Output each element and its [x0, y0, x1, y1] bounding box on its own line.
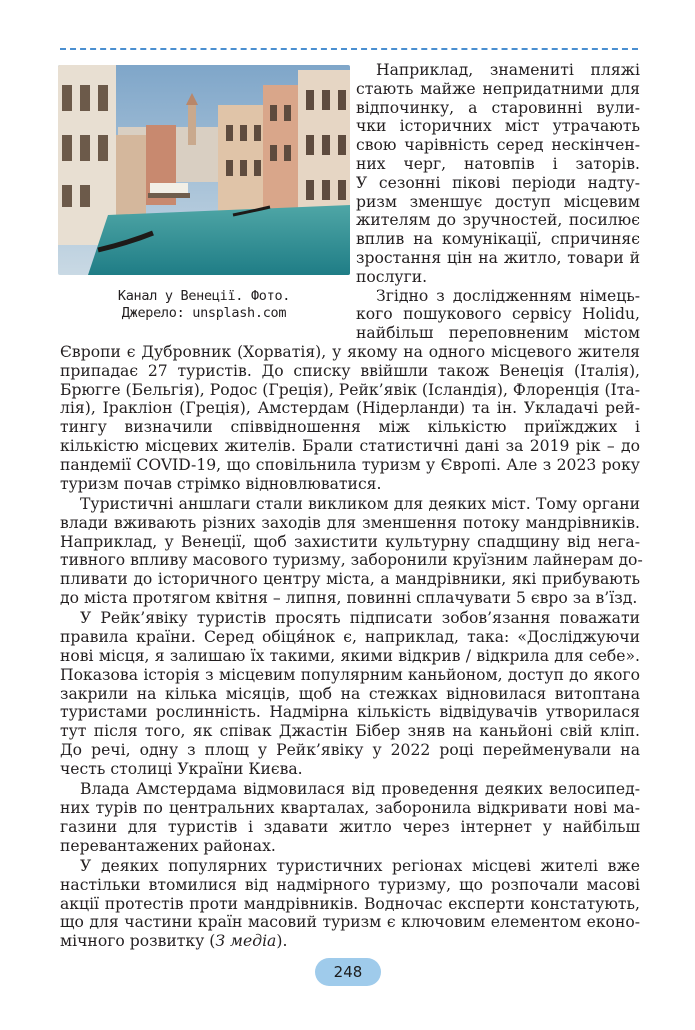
- text-line: відпочинку, а старовинні вули-: [356, 98, 640, 117]
- text-line: правила країни. Серед обіця́нок є, наприклад, така: «Досліджуючи: [60, 628, 640, 647]
- text-line: настільки втомилися від надмірного туризму, що розпочали масові: [60, 875, 640, 894]
- text-run: ).: [276, 932, 288, 951]
- text-line: У сезонні пікові періоди надту-: [356, 173, 640, 192]
- text-line: послуги.: [356, 267, 428, 286]
- text-line: до міста протягом квітня – липня, повинні сплачувати 5 євро за в’їзд.: [60, 588, 638, 607]
- text-line: Згідно з дослідженням німець-: [376, 286, 640, 305]
- text-line: Брюгге (Бельгія), Родос (Греція), Рейк’явік (Ісландія), Флоренція (Іта-: [60, 380, 640, 399]
- text-line: Європи є Дубровник (Хорватія), у якому на одного місцевого жителя: [60, 342, 640, 361]
- text-line: них черг, натовпів і заторів.: [356, 155, 640, 173]
- text-line: У деяких популярних туристичних регіонах місцеві жителі вже: [80, 857, 640, 875]
- venice-canal-photo: [58, 65, 350, 275]
- text-line: перевантажених районах.: [60, 836, 276, 855]
- text-line: пандемії COVID-19, що сповільнила туризм у Європі. Але з 2023 року: [60, 455, 640, 474]
- text-line: Наприклад, у Венеції, щоб захистити культурну спадщину від нега-: [60, 532, 640, 551]
- text-line: [60, 931, 640, 951]
- text-line: лія), Іракліон (Греція), Амстердам (Нідерланди) та ін. Укладачі рей-: [60, 399, 640, 418]
- text-line: Наприклад, знамениті пляжі: [376, 61, 640, 79]
- text-line: вплив на комунікації, спричиняє: [356, 230, 640, 249]
- caption-line: Джерело: unsplash.com: [121, 305, 287, 321]
- media-reference: З медіа: [215, 932, 277, 951]
- text-line: Туристичні аншлаги стали викликом для деяких міст. Тому органи: [80, 494, 640, 513]
- text-line: акції протестів проти мандрівників. Водночас експерти констатують,: [60, 894, 640, 913]
- text-line: жителям до зручностей, посилює: [356, 211, 640, 230]
- text-line: туризм почав стрімко відновлюватися.: [60, 474, 382, 493]
- text-line: тингу визначили співвідношення між кількістю приїжджих і: [60, 418, 640, 437]
- photo-caption: [58, 288, 350, 322]
- text-line: найбільш переповненим містом: [356, 324, 640, 343]
- text-line: Показова історія з місцевим популярним каньйоном, доступ до якого: [60, 665, 640, 684]
- text-line: тивного впливу масового туризму, заборонили круїзним лайнерам до-: [60, 551, 643, 570]
- text-line: закрили на кілька місяців, щоб на стежках відновилася витоптана: [60, 684, 640, 703]
- text-run: мічного розвитку (: [60, 932, 216, 951]
- text-line: влади вживають різних заходів для зменшення потоку мандрівників.: [60, 513, 640, 532]
- text-line: До речі, одну з площ у Рейк’явіку у 2022 році перейменували на: [60, 740, 640, 759]
- text-line: пливати до історичного центру міста, а мандрівники, які прибувають: [60, 570, 640, 589]
- text-line: туристами рослинність. Надмірна кількість відвідувачів утворилася: [60, 703, 640, 722]
- top-dashed-rule: [60, 48, 638, 50]
- text-line: зростання цін на житло, товари й: [356, 248, 640, 267]
- text-line: нові місця, я залишаю їх такими, якими відкрив / відкрила для себе».: [60, 647, 640, 665]
- text-line: У Рейк’явіку туристів просять підписати зобов’язання поважати: [80, 609, 640, 628]
- page-number: 248: [315, 958, 381, 986]
- text-line: припадає 27 туристів. До списку ввійшли також Венеція (Італія),: [60, 361, 640, 380]
- text-line: кількістю місцевих жителів. Брали статистичні дані за 2019 рік – до: [60, 436, 640, 455]
- text-line: стають майже непридатними для: [356, 79, 640, 98]
- text-line: свою чарівність серед нескінчен-: [356, 136, 640, 155]
- text-line: чки історичних міст утрачають: [356, 117, 640, 136]
- caption-line: Канал у Венеції. Фото.: [117, 288, 291, 304]
- text-line: Влада Амстердама відмовилася від проведення деяких велосипед-: [80, 780, 640, 799]
- text-line: тут після того, як співак Джастін Бібер зняв на каньйоні свій кліп.: [60, 722, 640, 741]
- text-line: них турів по центральних кварталах, заборонила відкривати нові ма-: [60, 799, 640, 817]
- text-line: газини для туристів і здавати житло через інтернет у найбільш: [60, 817, 640, 836]
- text-line: що для частини країн масовий туризм є ключовим елементом еконо-: [60, 913, 640, 932]
- text-line: честь столиці України Києва.: [60, 759, 303, 778]
- text-line: кого пошукового сервісу Holidu,: [356, 305, 640, 324]
- text-line: ризм зменшує доступ місцевим: [356, 192, 640, 211]
